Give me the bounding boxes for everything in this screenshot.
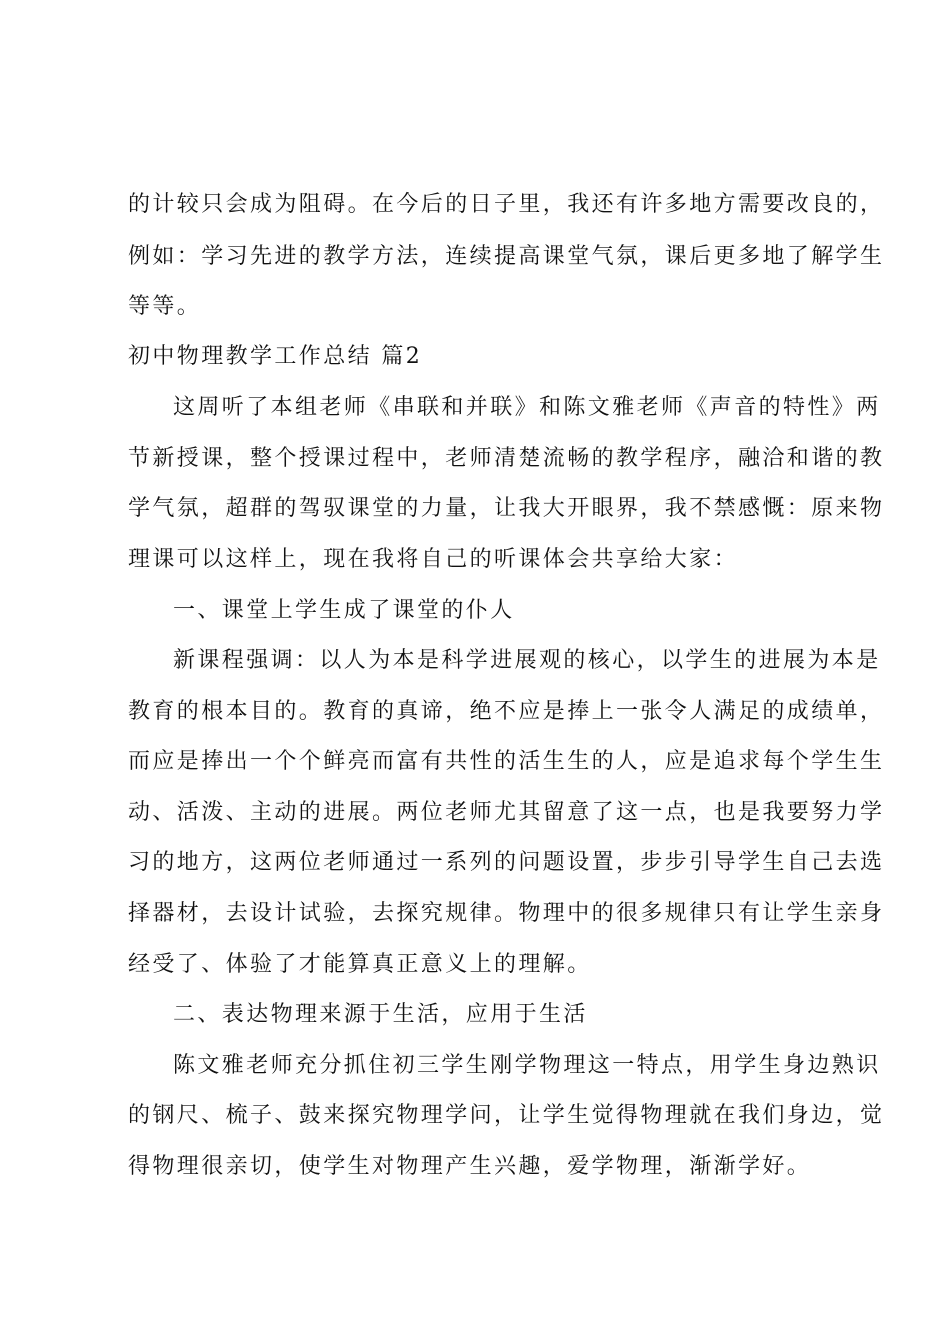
section-heading: 初中物理教学工作总结 篇2 <box>128 344 423 369</box>
paragraph-line: 择器材，去设计试验，去探究规律。物理中的很多规律只有让学生亲身 <box>128 901 885 926</box>
paragraph-line: 陈文雅老师充分抓住初三学生刚学物理这一特点，用学生身边熟识 <box>173 1053 881 1078</box>
subheading: 二、表达物理来源于生活，应用于生活 <box>173 1002 588 1027</box>
paragraph-line: 这周听了本组老师《串联和并联》和陈文雅老师《声音的特性》两 <box>173 395 881 420</box>
paragraph-line: 的计较只会成为阻碍。在今后的日子里，我还有许多地方需要改良的， <box>128 192 885 217</box>
paragraph-line: 理课可以这样上，现在我将自己的听课体会共享给大家： <box>128 547 739 572</box>
paragraph-line: 经受了、体验了才能算真正意义上的理解。 <box>128 952 592 977</box>
paragraph-line: 等等。 <box>128 294 202 319</box>
paragraph-line: 得物理很亲切，使学生对物理产生兴趣，爱学物理，渐渐学好。 <box>128 1154 812 1179</box>
paragraph-line: 习的地方，这两位老师通过一系列的问题设置，步步引导学生自己去选 <box>128 850 885 875</box>
paragraph-line: 教育的根本目的。教育的真谛，绝不应是捧上一张令人满足的成绩单， <box>128 699 885 724</box>
paragraph-line: 学气氛，超群的驾驭课堂的力量，让我大开眼界，我不禁感慨：原来物 <box>128 496 885 521</box>
paragraph-line: 节新授课，整个授课过程中，老师清楚流畅的教学程序，融洽和谐的教 <box>128 446 885 471</box>
subheading: 一、课堂上学生成了课堂的仆人 <box>173 598 515 623</box>
paragraph-line: 的钢尺、梳子、鼓来探究物理学问，让学生觉得物理就在我们身边，觉 <box>128 1103 885 1128</box>
paragraph-line: 而应是捧出一个个鲜亮而富有共性的活生生的人，应是追求每个学生生 <box>128 749 885 774</box>
paragraph-line: 动、活泼、主动的进展。两位老师尤其留意了这一点，也是我要努力学 <box>128 800 885 825</box>
paragraph-line: 新课程强调：以人为本是科学进展观的核心，以学生的进展为本是 <box>173 648 881 673</box>
paragraph-line: 例如：学习先进的教学方法，连续提高课堂气氛，课后更多地了解学生 <box>128 244 885 269</box>
